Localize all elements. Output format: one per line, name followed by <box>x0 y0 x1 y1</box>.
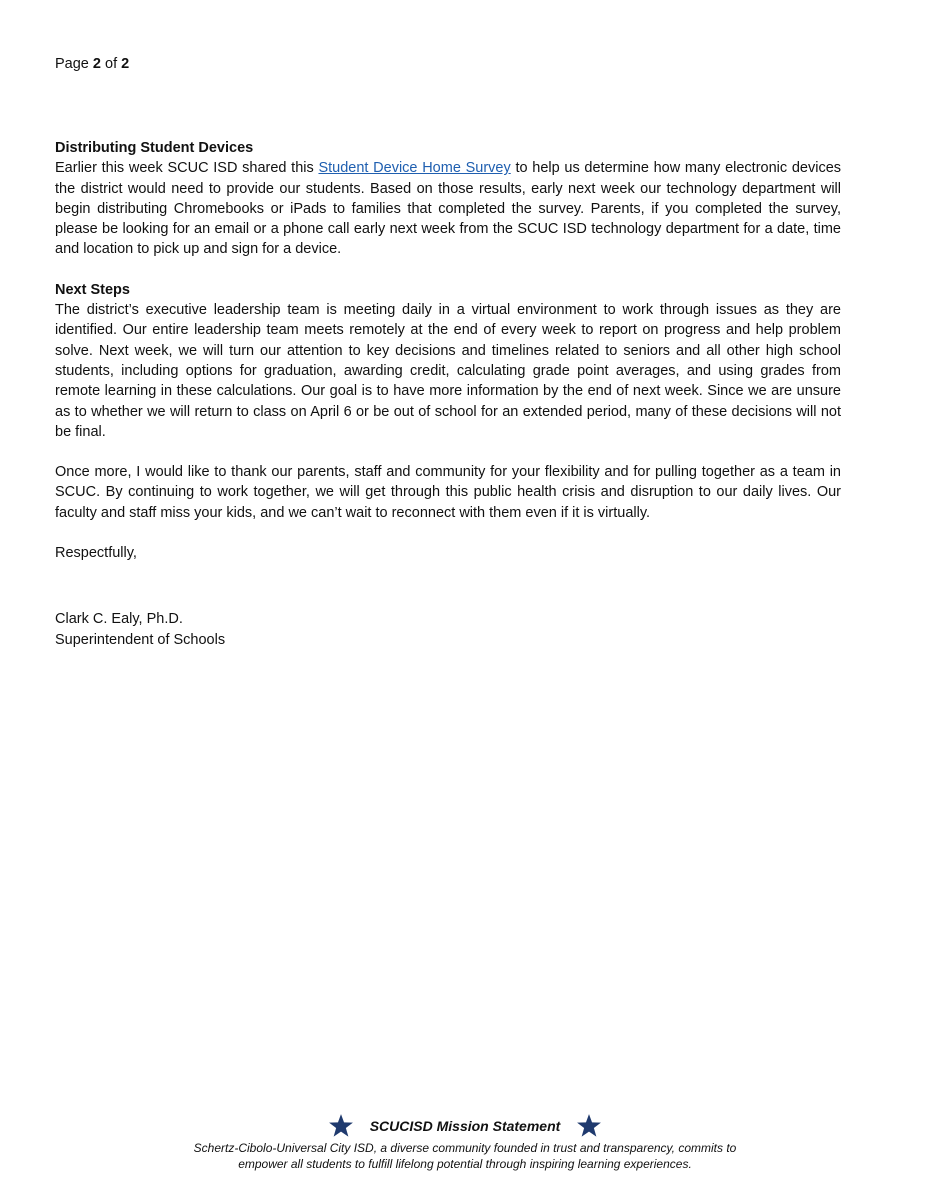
mission-statement-line-2: empower all students to fulfill lifelong potential through inspiring learning experiences. <box>238 1157 692 1171</box>
mission-statement-title: SCUCISD Mission Statement <box>369 1118 561 1134</box>
mission-statement-footer <box>150 1112 780 1172</box>
section-thanks <box>55 462 841 523</box>
mission-statement-header <box>150 1112 780 1140</box>
page-number-total: 2 <box>121 56 130 72</box>
section-next-steps <box>55 280 841 442</box>
page-number-current: 2 <box>92 56 101 72</box>
paragraph-devices <box>55 158 841 259</box>
section-distributing-devices <box>55 138 841 260</box>
closing-salutation: Respectfully, <box>55 545 137 562</box>
star-icon <box>576 1113 602 1139</box>
devices-text-after-link: to help us determine how many electronic devices the district would need to provide our students. Based on those results, early next week our technology department will begin distributing Chromebooks or iPads to families that completed the survey. Parents, if you completed the survey, please be looking for an email or a phone call early next week from the SCUC ISD technology department for a date, time and location to pick up and sign for a device. <box>55 160 842 258</box>
signature-block <box>55 609 841 650</box>
star-icon <box>328 1113 354 1139</box>
paragraph-thanks: Once more, I would like to thank our parents, staff and community for your flexibility and for pulling together as a team in SCUC. By continuing to work together, we will get through this public health crisis and disruption to our daily lives. Our faculty and staff miss your kids, and we can’t wait to reconnect with them even if it is virtually. <box>55 464 841 521</box>
signature-title: Superintendent of Schools <box>55 631 226 648</box>
paragraph-next-steps: The district’s executive leadership team is meeting daily in a virtual environment to work through issues as they are identified. Our entire leadership team meets remotely at the end of every week to report on progress and help problem solve. Next week, we will turn our attention to key decisions and timelines related to seniors and all other high school students, including options for graduation, awarding credit, calculating grade point averages, and using grades from remote learning in these calculations. Our goal is to have more information by the end of next week. Since we are unsure as to whether we will return to class on April 6 or be out of school for an extended period, many of these decisions will not be final. <box>55 302 841 440</box>
section-heading-next-steps: Next Steps <box>55 281 130 298</box>
devices-text-before-link: Earlier this week SCUC ISD shared this <box>55 160 319 177</box>
mission-statement-line-1: Schertz-Cibolo-Universal City ISD, a diverse community founded in trust and transparency, commits to <box>193 1141 737 1155</box>
student-device-survey-link[interactable]: Student Device Home Survey <box>318 160 511 177</box>
page-number <box>55 56 129 72</box>
signature-name: Clark C. Ealy, Ph.D. <box>55 611 183 628</box>
page-number-prefix: Page <box>55 56 93 72</box>
page-number-separator: of <box>100 56 122 72</box>
letter-body <box>55 138 841 650</box>
section-heading-devices: Distributing Student Devices <box>55 140 254 156</box>
